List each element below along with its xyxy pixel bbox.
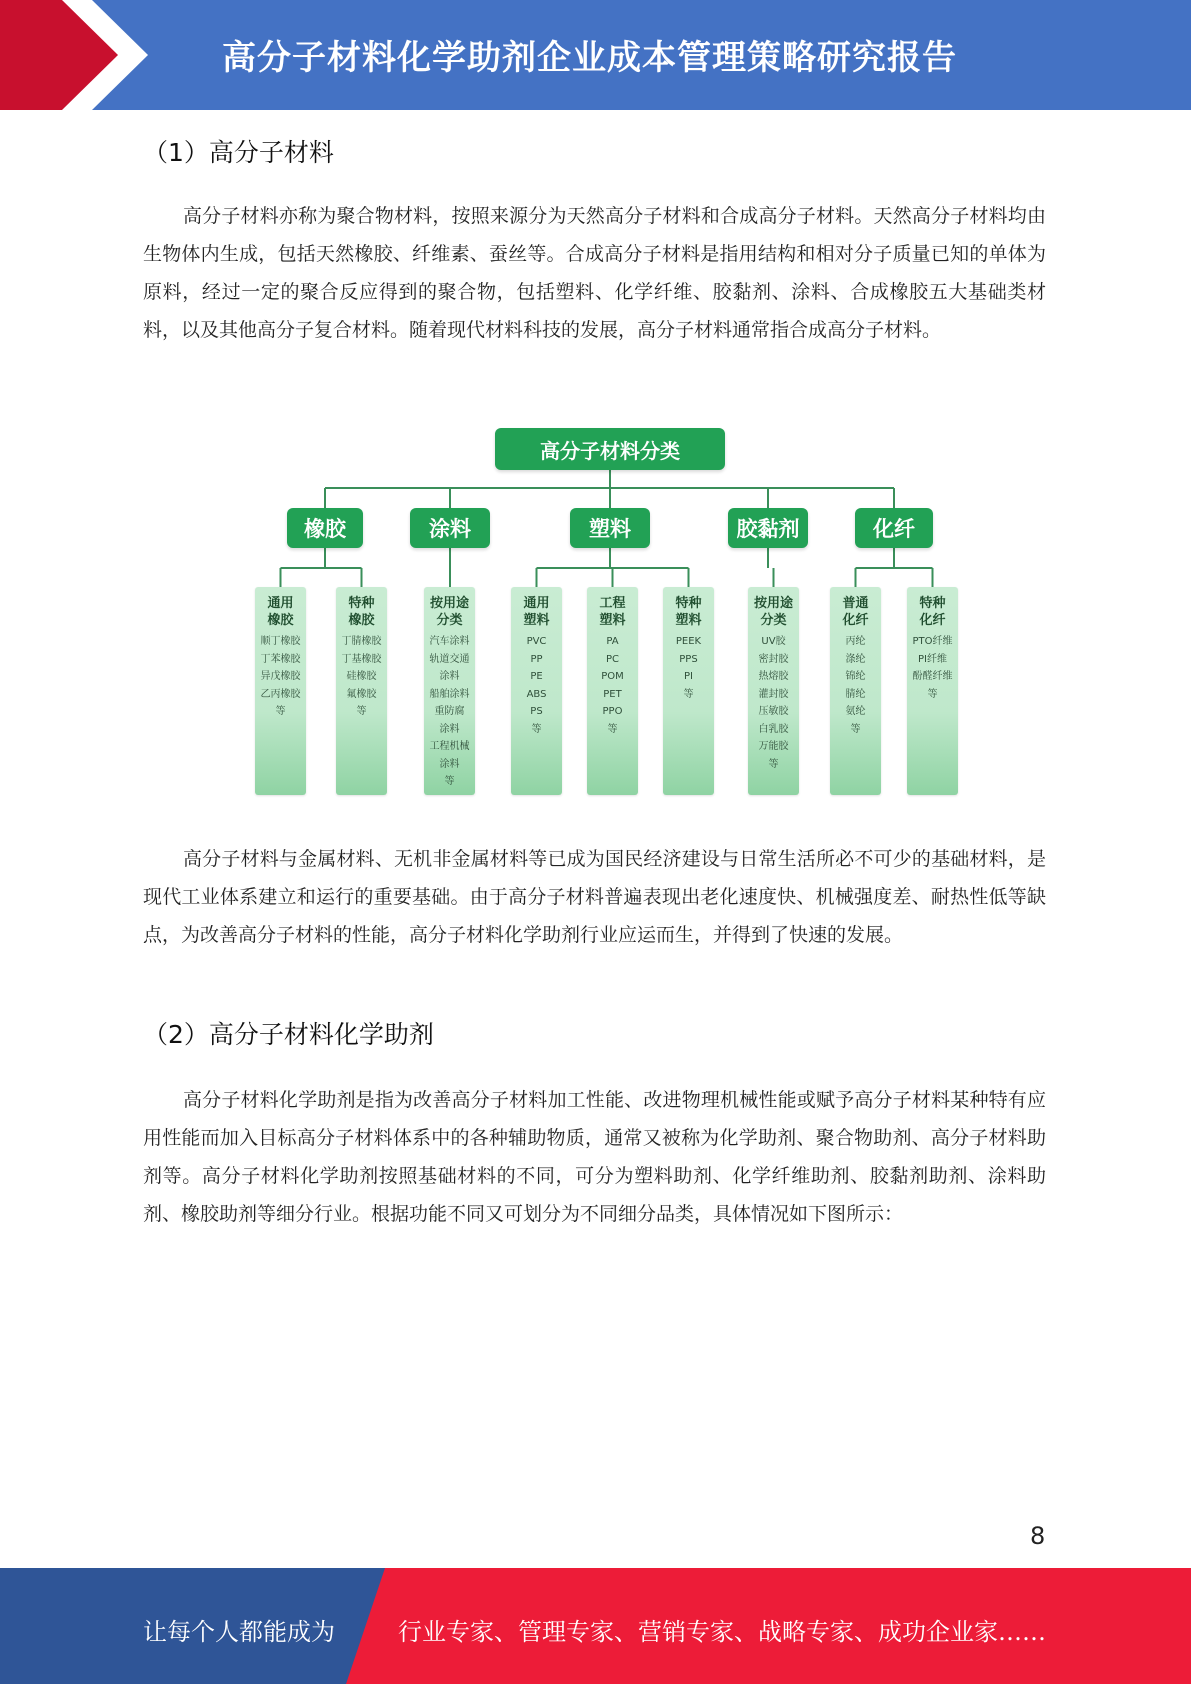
subcategory-item: PA bbox=[606, 636, 619, 647]
subcategory-item: 工程机械 bbox=[429, 741, 470, 752]
diagram-subcategory-column bbox=[830, 587, 881, 795]
subcategory-item: PS bbox=[530, 706, 543, 717]
subcategory-item: PI纤维 bbox=[918, 653, 947, 665]
subcategory-item: 顺丁橡胶 bbox=[260, 636, 301, 647]
subcategory-item: 等 bbox=[683, 688, 694, 700]
diagram-category-node: 塑料 bbox=[570, 508, 650, 548]
subcategory-item: 汽车涂料 bbox=[429, 636, 470, 647]
section-heading-2: （2）高分子材料化学助剂 bbox=[143, 1020, 434, 1049]
diagram-subcategory-column bbox=[907, 587, 958, 795]
subcategory-title: 特种 化纤 bbox=[919, 596, 946, 628]
subcategory-item: 等 bbox=[444, 776, 455, 787]
subcategory-item: 等 bbox=[356, 706, 367, 717]
page-footer bbox=[0, 1568, 1191, 1684]
subcategory-item: 密封胶 bbox=[758, 653, 789, 665]
report-title: 高分子材料化学助剂企业成本管理策略研究报告 bbox=[222, 38, 957, 78]
diagram-subcategory-column bbox=[255, 587, 306, 795]
subcategory-item: 等 bbox=[768, 758, 779, 770]
diagram-subcategory-column bbox=[511, 587, 562, 795]
subcategory-item: 丙纶 bbox=[845, 636, 866, 647]
subcategory-title: 普通 化纤 bbox=[842, 596, 869, 628]
subcategory-item: 万能胶 bbox=[758, 741, 789, 752]
footer-slogan-right: 行业专家、管理专家、营销专家、战略专家、成功企业家…… bbox=[398, 1618, 1046, 1646]
diagram-subcategory-column bbox=[748, 587, 799, 795]
subcategory-item: 重防腐 bbox=[434, 706, 465, 717]
diagram-subcategory-column bbox=[663, 587, 714, 795]
subcategory-item: PTO纤维 bbox=[912, 636, 953, 647]
page-number: 8 bbox=[1030, 1522, 1046, 1550]
subcategory-item: 异戊橡胶 bbox=[260, 671, 301, 682]
subcategory-item: 等 bbox=[607, 723, 618, 735]
subcategory-item: 锦纶 bbox=[845, 671, 866, 682]
subcategory-item: 涤纶 bbox=[845, 653, 866, 665]
diagram-subcategory-column bbox=[336, 587, 387, 795]
subcategory-item: 丁苯橡胶 bbox=[260, 653, 301, 665]
polymer-classification-diagram bbox=[240, 420, 980, 805]
subcategory-item: 热熔胶 bbox=[758, 671, 789, 682]
subcategory-item: PET bbox=[603, 688, 622, 700]
section-heading-1: （1）高分子材料 bbox=[143, 138, 334, 167]
subcategory-title: 工程 塑料 bbox=[599, 596, 626, 628]
subcategory-item: PEEK bbox=[675, 636, 702, 647]
subcategory-item: PC bbox=[605, 653, 619, 665]
diagram-subcategory-column bbox=[424, 587, 475, 795]
subcategory-title: 按用途 分类 bbox=[753, 596, 793, 628]
diagram-subcategory-column bbox=[587, 587, 638, 795]
subcategory-item: 等 bbox=[275, 706, 286, 717]
subcategory-item: 压敏胶 bbox=[758, 706, 789, 717]
subcategory-item: 丁基橡胶 bbox=[341, 653, 382, 665]
footer-slogan-left: 让每个人都能成为 bbox=[143, 1618, 335, 1646]
diagram-category-node: 化纤 bbox=[855, 508, 933, 548]
subcategory-item: 灌封胶 bbox=[758, 688, 789, 700]
subcategory-item: 白乳胶 bbox=[758, 723, 789, 735]
subcategory-item: 乙丙橡胶 bbox=[260, 688, 301, 700]
diagram-root-node: 高分子材料分类 bbox=[495, 428, 725, 470]
subcategory-item: 涂料 bbox=[439, 758, 460, 770]
subcategory-item: 酚醛纤维 bbox=[912, 671, 953, 682]
subcategory-title: 通用 橡胶 bbox=[267, 596, 294, 628]
diagram-category-node: 橡胶 bbox=[287, 508, 363, 548]
subcategory-item: POM bbox=[601, 671, 624, 682]
subcategory-item: UV胶 bbox=[761, 636, 786, 647]
page-header bbox=[0, 0, 1191, 110]
subcategory-item: ABS bbox=[526, 688, 547, 700]
subcategory-item: PVC bbox=[526, 636, 547, 647]
subcategory-item: 涂料 bbox=[439, 723, 460, 735]
subcategory-item: PPS bbox=[679, 653, 698, 665]
subcategory-item: 氨纶 bbox=[845, 706, 866, 717]
subcategory-item: 氟橡胶 bbox=[346, 688, 377, 700]
diagram-category-node: 涂料 bbox=[410, 508, 490, 548]
paragraph-polymer-definition: 高分子材料亦称为聚合物材料，按照来源分为天然高分子材料和合成高分子材料。天然高分子材料均由生物体内生成，包括天然橡胶、纤维素、蚕丝等。合成高分子材料是指用结构和相对分子质量已知的单体为原料，经过一定的聚合反应得到的聚合物，包括塑料、化学纤维、胶黏剂、涂料、合成橡胶五大基础类材料，以及其他高分子复合材料。随着现代材料科技的发展，高分子材料通常指合成高分子材料。 bbox=[143, 205, 1046, 341]
subcategory-item: 等 bbox=[531, 723, 542, 735]
paragraph-polymer-importance: 高分子材料与金属材料、无机非金属材料等已成为国民经济建设与日常生活所必不可少的基础材料，是现代工业体系建立和运行的重要基础。由于高分子材料普遍表现出老化速度快、机械强度差、耐热性低等缺点，为改善高分子材料的性能，高分子材料化学助剂行业应运而生，并得到了快速的发展。 bbox=[143, 848, 1046, 946]
subcategory-title: 特种 橡胶 bbox=[348, 596, 375, 628]
subcategory-item: 丁腈橡胶 bbox=[341, 636, 382, 647]
subcategory-title: 按用途 分类 bbox=[429, 596, 469, 628]
subcategory-item: 船舶涂料 bbox=[429, 688, 470, 700]
subcategory-item: PP bbox=[530, 653, 543, 665]
diagram-category-node: 胶黏剂 bbox=[728, 508, 808, 548]
header-chevron-icon bbox=[0, 0, 160, 110]
subcategory-item: 轨道交通 bbox=[429, 653, 470, 665]
subcategory-item: 腈纶 bbox=[845, 688, 866, 700]
subcategory-item: PE bbox=[530, 671, 543, 682]
subcategory-item: 涂料 bbox=[439, 671, 460, 682]
subcategory-item: 等 bbox=[927, 688, 938, 700]
paragraph-additive-definition: 高分子材料化学助剂是指为改善高分子材料加工性能、改进物理机械性能或赋予高分子材料某种特有应用性能而加入目标高分子材料体系中的各种辅助物质，通常又被称为化学助剂、聚合物助剂、高分子材料助剂等。高分子材料化学助剂按照基础材料的不同，可分为塑料助剂、化学纤维助剂、胶黏剂助剂、涂料助剂、橡胶助剂等细分行业。根据功能不同又可划分为不同细分品类，具体情况如下图所示： bbox=[143, 1089, 1046, 1225]
subcategory-title: 通用 塑料 bbox=[523, 596, 550, 628]
subcategory-item: 等 bbox=[850, 723, 861, 735]
subcategory-item: PI bbox=[684, 671, 693, 682]
subcategory-item: 硅橡胶 bbox=[346, 671, 377, 682]
subcategory-title: 特种 塑料 bbox=[675, 596, 702, 628]
subcategory-item: PPO bbox=[602, 706, 623, 717]
